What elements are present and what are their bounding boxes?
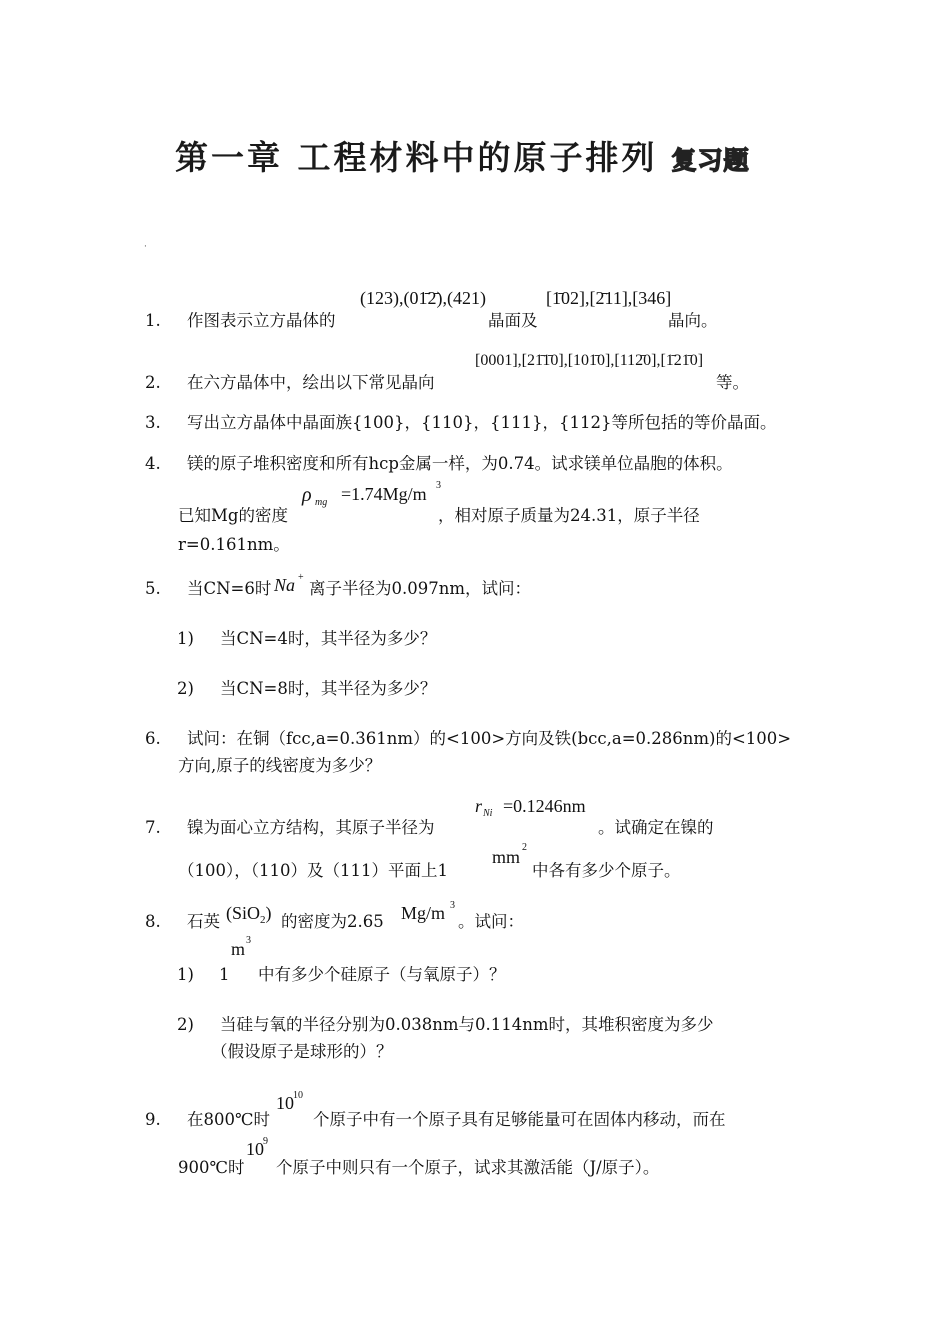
question-number: 2. bbox=[145, 373, 161, 392]
formula bbox=[226, 902, 272, 931]
radius-symbol: r bbox=[475, 796, 483, 816]
question-text: 900℃时 bbox=[178, 1158, 245, 1177]
question-text: 晶面及 bbox=[488, 311, 538, 330]
subquestion-number: 1) bbox=[177, 965, 194, 984]
question-text: 离子半径为0.097nm，试问： bbox=[309, 579, 532, 598]
question-text: 晶向。 bbox=[668, 311, 718, 330]
direction-indices: [1̄02],[2̄11],[346] bbox=[546, 288, 672, 308]
stray-dot: · bbox=[144, 242, 147, 252]
question-text: ，相对原子质量为24.31，原子半径 bbox=[438, 506, 700, 525]
question-text: 试问：在铜（fcc,a=0.361nm）的<100>方向及铁(bcc,a=0.286nm)的<100> bbox=[187, 729, 792, 748]
density-exponent: 3 bbox=[436, 480, 441, 491]
density-symbol: ρ bbox=[302, 484, 312, 506]
question-text: 个原子中有一个原子具有足够能量可在固体内移动，而在 bbox=[313, 1110, 726, 1129]
question-text: 镁的原子堆积密度和所有hcp金属一样，为0.74。试求镁单位晶胞的体积。 bbox=[187, 454, 733, 473]
volume-unit: m bbox=[231, 939, 246, 959]
volume-unit-exponent: 3 bbox=[246, 935, 251, 946]
formula-close: ) bbox=[265, 903, 272, 923]
subquestion-text: 当硅与氧的半径分别为0.038nm与0.114nm时，其堆积密度为多少 bbox=[220, 1015, 714, 1034]
ion-charge: + bbox=[298, 572, 304, 583]
question-text: 的密度为2.65 bbox=[281, 912, 384, 931]
question-text: 写出立方晶体中晶面族{100}，{110}，{111}，{112}等所包括的等价晶面。 bbox=[187, 413, 777, 432]
question-text: 已知Mg的密度 bbox=[178, 506, 288, 525]
question-number: 1. bbox=[145, 311, 161, 330]
subquestion-text: （假设原子是球形的）？ bbox=[211, 1042, 393, 1061]
question-number: 6. bbox=[145, 729, 161, 748]
power-exponent: 10 bbox=[293, 1090, 303, 1101]
question-text: 。试问： bbox=[458, 912, 524, 931]
subquestion-number: 1) bbox=[177, 629, 194, 648]
area-unit: mm bbox=[492, 847, 521, 867]
question-text: 方向,原子的线密度为多少？ bbox=[178, 756, 382, 775]
chapter-title-main: 第一章 工程材料中的原子排列 bbox=[175, 138, 658, 177]
density-unit: Mg/m bbox=[401, 903, 446, 923]
radius-subscript: Ni bbox=[483, 808, 493, 819]
question-number: 7. bbox=[145, 818, 161, 837]
question-text: 在800℃时 bbox=[187, 1110, 270, 1129]
question-number: 9. bbox=[145, 1110, 161, 1129]
subquestion-text: 当CN=4时，其半径为多少？ bbox=[220, 629, 437, 648]
formula-body: (SiO bbox=[226, 903, 261, 923]
question-text: （100），（110）及（111）平面上1 bbox=[178, 861, 448, 880]
power-base: 10 bbox=[246, 1139, 264, 1159]
question-text: 。试确定在镍的 bbox=[598, 818, 714, 837]
plane-indices: (123),(01̄2̄),(421) bbox=[360, 288, 486, 308]
question-text: 个原子中则只有一个原子，试求其激活能（J/原子）。 bbox=[276, 1158, 660, 1177]
chapter-title bbox=[175, 132, 750, 179]
question-number: 4. bbox=[145, 454, 161, 473]
question-text: 中各有多少个原子。 bbox=[532, 861, 681, 880]
question-text: 石英 bbox=[187, 912, 220, 931]
question-text: 镍为面心立方结构，其原子半径为 bbox=[187, 818, 435, 837]
formula-subscript: 2 bbox=[260, 914, 266, 926]
question-number: 5. bbox=[145, 579, 161, 598]
question-text: r=0.161nm。 bbox=[178, 535, 290, 554]
chapter-title-sub: 复习题 bbox=[671, 146, 750, 175]
power-base: 10 bbox=[276, 1093, 294, 1113]
question-number: 3. bbox=[145, 413, 161, 432]
question-number: 8. bbox=[145, 912, 161, 931]
ion-symbol: Na bbox=[274, 575, 296, 595]
radius-value: =0.1246nm bbox=[503, 796, 586, 816]
subquestion-text: 当CN=8时，其半径为多少？ bbox=[220, 679, 437, 698]
density-subscript: mg bbox=[315, 497, 328, 508]
subquestion-number: 2) bbox=[177, 1015, 194, 1034]
question-text: 当CN=6时 bbox=[187, 579, 272, 598]
subquestion-text: 中有多少个硅原子（与氧原子）？ bbox=[258, 965, 506, 984]
density-value: =1.74Mg/m bbox=[341, 484, 427, 504]
question-text: 在六方晶体中，绘出以下常见晶向 bbox=[187, 373, 435, 392]
hex-direction-indices: [0001],[21̄1̄0],[101̄0],[112̄0],[1̄21̄0] bbox=[475, 352, 704, 369]
question-text: 作图表示立方晶体的 bbox=[187, 311, 336, 330]
subquestion-number: 2) bbox=[177, 679, 194, 698]
question-text: 等。 bbox=[716, 373, 749, 392]
subquestion-text: 1 bbox=[219, 965, 230, 984]
density-unit-exponent: 3 bbox=[450, 900, 455, 911]
area-unit-exponent: 2 bbox=[522, 842, 527, 853]
power-exponent: 9 bbox=[263, 1136, 268, 1147]
